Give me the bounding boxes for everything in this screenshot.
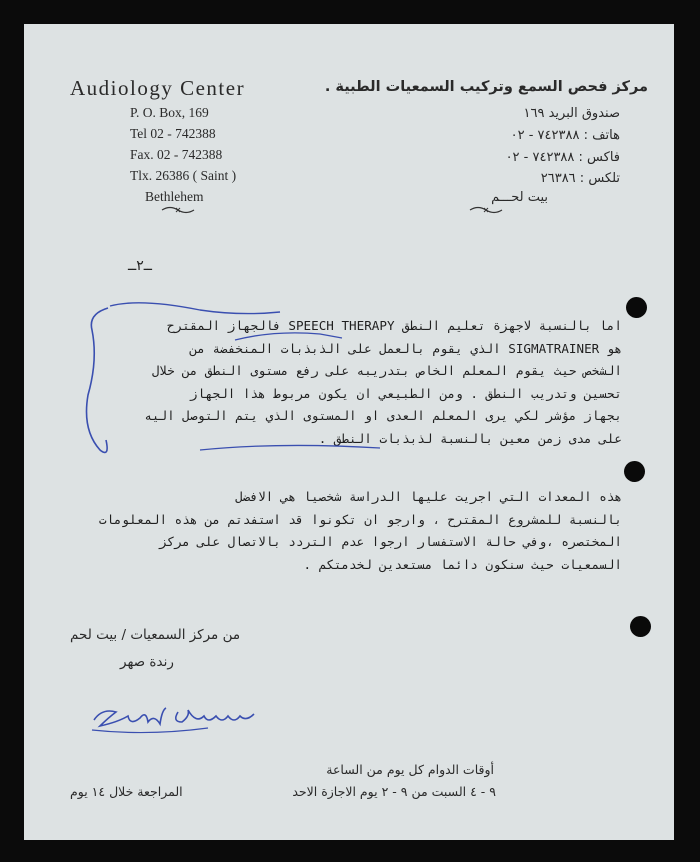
handwritten-signature: [88, 700, 263, 742]
letterhead-city-en: Bethlehem: [145, 189, 204, 204]
paragraph1-line: اما بالنسبة لاجهزة تعليم النطق SPEECH THERAPY فالجهاز المقترح: [167, 318, 622, 333]
paragraph2-line: هذه المعدات التي اجريت عليها الدراسة شخصيا هي الافضل: [235, 489, 622, 504]
sender-name: رندة صهر: [120, 654, 174, 670]
paragraph2-line: المختصره ،وفي حالة الاستفسار ارجوا عدم التردد بالاتصال على مركز: [159, 534, 622, 549]
letterhead-city-ar: بيت لحـــم: [491, 190, 548, 205]
letterhead-fax-en: Fax. 02 - 742388: [130, 147, 223, 162]
punch-hole-top: [626, 297, 647, 318]
paragraph2-line: بالنسبة للمشروع المقترح ، وارجو ان تكونوا قد استفدتم من هذه المعلومات: [98, 511, 622, 527]
paragraph1-line: الشخص حيث يقوم المعلم الخاص بتدريبه على رفع مستوى النطق من خلال: [151, 363, 622, 378]
paragraph1-line: بجهاز مؤشر لكي يرى المعلم العدى او المستوى الذي يتم التوصل اليه: [144, 408, 622, 423]
letterhead-pobox-en: P. O. Box, 169: [130, 105, 209, 120]
letterhead-pobox-ar: صندوق البريد ١٦٩: [523, 106, 620, 121]
working-hours-line1: أوقات الدوام كل يوم من الساعة: [326, 762, 494, 777]
letterhead-tel-ar: هاتف : ٧٤٢٣٨٨ - ٠٢: [510, 128, 620, 143]
letterhead-telex-ar: تلكس : ٢٦٣٨٦: [540, 171, 620, 186]
letterhead-name-ar: مركز فحص السمع وتركيب السمعيات الطبية .: [324, 79, 648, 95]
pen-markup-annotation: [80, 300, 420, 460]
sender-from: من مركز السمعيات / بيت لحم: [70, 627, 241, 643]
paragraph1-line: على مدى زمن معين بالنسبة لذبذبات النطق .: [318, 430, 622, 446]
flourish-ornament-ar: [468, 204, 508, 216]
review-note: المراجعة خلال ١٤ يوم: [70, 784, 183, 799]
flourish-ornament-en: [160, 204, 200, 216]
letterhead-name-en: Audiology Center: [70, 76, 246, 100]
letterhead-tel-en: Tel 02 - 742388: [130, 126, 216, 141]
paragraph1-line: تحسين وتدريب النطق . ومن الطبيعي ان يكون مربوط هذا الجهاز: [189, 385, 622, 401]
punch-hole-bottom: [630, 616, 651, 637]
page-number: ــ٢ــ: [128, 258, 152, 274]
letterhead-fax-ar: فاكس : ٧٤٢٣٨٨ - ٠٢: [505, 150, 620, 165]
punch-hole-middle: [624, 461, 645, 482]
paragraph2-line: السمعيات حيث سنكون دائما مستعدين لخدمتكم .: [303, 556, 622, 572]
working-hours-line2: ٩ - ٤ السبت من ٩ - ٢ يوم الاجازة الاحد: [292, 784, 496, 799]
paragraph-closing: [62, 486, 622, 576]
letterhead-telex-en: Tlx. 26386 ( Saint ): [130, 168, 237, 183]
paragraph1-line: هو SIGMATRAINER الذي يقوم بالعمل على الذبذبات المنخفضة من: [189, 340, 622, 356]
